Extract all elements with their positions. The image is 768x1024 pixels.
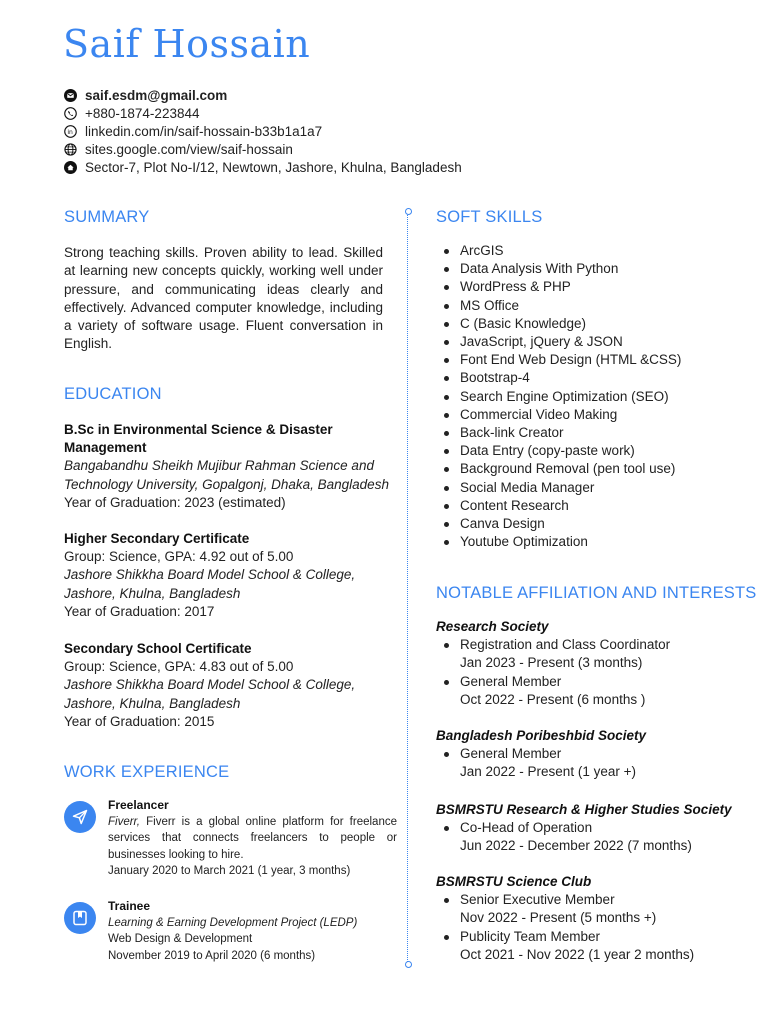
affiliation-role: Registration and Class Coordinator bbox=[436, 636, 756, 654]
linkedin-text: linkedin.com/in/saif-hossain-b33b1a1a7 bbox=[85, 123, 323, 139]
affiliation-org bbox=[436, 618, 756, 709]
skill-item: Data Analysis With Python bbox=[436, 260, 681, 278]
affiliations-heading: NOTABLE AFFILIATION AND INTERESTS bbox=[436, 584, 757, 602]
education-group: Group: Science, GPA: 4.92 out of 5.00 bbox=[64, 549, 294, 565]
contact-website[interactable] bbox=[63, 141, 462, 159]
contact-list bbox=[63, 86, 462, 177]
education-heading: EDUCATION bbox=[64, 385, 162, 403]
phone-text: +880-1874-223844 bbox=[85, 105, 200, 121]
skill-item: Font End Web Design (HTML &CSS) bbox=[436, 351, 681, 369]
affiliation-role: Co-Head of Operation bbox=[436, 819, 756, 837]
work-description bbox=[108, 814, 397, 864]
email-icon bbox=[63, 88, 77, 102]
contact-address bbox=[63, 159, 462, 177]
skill-item: MS Office bbox=[436, 297, 681, 315]
education-group: Group: Science, GPA: 4.83 out of 5.00 bbox=[64, 659, 294, 675]
skill-item: WordPress & PHP bbox=[436, 278, 681, 296]
affiliation-period: Jan 2022 - Present (1 year +) bbox=[460, 764, 636, 780]
affiliation-org-name: BSMRSTU Research & Higher Studies Society bbox=[436, 802, 732, 817]
affiliation-period: Oct 2021 - Nov 2022 (1 year 2 months) bbox=[460, 946, 695, 962]
affiliation-role: Publicity Team Member bbox=[436, 928, 756, 946]
website-text: sites.google.com/view/saif-hossain bbox=[85, 142, 293, 158]
affiliation-org-name: BSMRSTU Science Club bbox=[436, 874, 592, 889]
email-text: saif.esdm@gmail.com bbox=[85, 87, 228, 103]
affiliation-org bbox=[436, 873, 756, 964]
education-item bbox=[64, 640, 404, 731]
education-item bbox=[64, 530, 404, 621]
work-details bbox=[108, 797, 397, 880]
contact-email[interactable] bbox=[63, 86, 462, 104]
affiliation-role: General Member bbox=[436, 745, 756, 763]
work-details bbox=[108, 898, 397, 964]
skill-item: Search Engine Optimization (SEO) bbox=[436, 388, 681, 406]
affiliation-period: Jan 2023 - Present (3 months) bbox=[460, 655, 643, 671]
work-role: Freelancer bbox=[108, 798, 169, 812]
skill-item: Background Removal (pen tool use) bbox=[436, 460, 681, 478]
candidate-name: Saif Hossain bbox=[63, 22, 311, 66]
svg-text:in: in bbox=[66, 128, 73, 136]
skill-item: Youtube Optimization bbox=[436, 533, 681, 551]
work-desc-text: Fiverr is a global online platform for freelance services that connects freelancers to people or businesses looking to hire. bbox=[108, 815, 397, 861]
work-period: November 2019 to April 2020 (6 months) bbox=[108, 949, 316, 962]
education-grad-year: Year of Graduation: 2015 bbox=[64, 713, 215, 729]
education-grad-year: Year of Graduation: 2023 (estimated) bbox=[64, 494, 286, 510]
education-institution: Jashore Shikkha Board Model School & College, Jashore, Khulna, Bangladesh bbox=[64, 677, 356, 711]
skill-item: Canva Design bbox=[436, 515, 681, 533]
contact-linkedin[interactable] bbox=[63, 122, 462, 140]
summary-text: Strong teaching skills. Proven ability to lead. Skilled at learning new concepts quickly, working well under pressure, and communicating ideas clearly and effectively. Advanced computer knowledge, including a variety of software usage. Fluent conversation in English. bbox=[64, 245, 383, 352]
home-icon bbox=[63, 161, 77, 175]
affiliation-org-name: Research Society bbox=[436, 619, 549, 634]
column-divider bbox=[407, 212, 408, 964]
globe-icon bbox=[63, 143, 77, 157]
linkedin-icon bbox=[63, 124, 77, 138]
contact-phone[interactable] bbox=[63, 104, 462, 122]
affiliation-org bbox=[436, 801, 756, 856]
bookmark-icon bbox=[64, 902, 96, 934]
skill-item: Social Media Manager bbox=[436, 479, 681, 497]
education-degree: Secondary School Certificate bbox=[64, 641, 252, 656]
skill-item: Content Research bbox=[436, 497, 681, 515]
work-desc-text: Web Design & Development bbox=[108, 933, 253, 945]
education-institution: Bangabandhu Sheikh Mujibur Rahman Science and Technology University, Gopalgonj, Dhaka, Bangladesh bbox=[64, 458, 389, 492]
education-item bbox=[64, 421, 404, 512]
affiliation-period: Nov 2022 - Present (5 months +) bbox=[460, 910, 657, 926]
send-icon bbox=[64, 801, 96, 833]
skills-list bbox=[436, 242, 681, 551]
affiliation-role: General Member bbox=[436, 673, 756, 691]
skill-item: Bootstrap-4 bbox=[436, 369, 681, 387]
affiliation-org-name: Bangladesh Poribeshbid Society bbox=[436, 728, 647, 743]
education-degree: B.Sc in Environmental Science & Disaster Management bbox=[64, 422, 333, 456]
skill-item: ArcGIS bbox=[436, 242, 681, 260]
phone-icon bbox=[63, 106, 77, 120]
skills-heading: SOFT SKILLS bbox=[436, 208, 543, 226]
affiliation-role: Senior Executive Member bbox=[436, 891, 756, 909]
skill-item: Data Entry (copy-paste work) bbox=[436, 442, 681, 460]
skill-item: Commercial Video Making bbox=[436, 406, 681, 424]
work-role: Trainee bbox=[108, 899, 151, 913]
education-degree: Higher Secondary Certificate bbox=[64, 531, 250, 546]
skill-item: JavaScript, jQuery & JSON bbox=[436, 333, 681, 351]
skill-item: Back-link Creator bbox=[436, 424, 681, 442]
work-org: Fiverr, bbox=[108, 815, 140, 828]
education-grad-year: Year of Graduation: 2017 bbox=[64, 603, 215, 619]
education-institution: Jashore Shikkha Board Model School & College, Jashore, Khulna, Bangladesh bbox=[64, 567, 356, 601]
work-org: Learning & Earning Development Project (LEDP) bbox=[108, 916, 358, 929]
affiliation-org bbox=[436, 727, 756, 782]
work-period: January 2020 to March 2021 (1 year, 3 months) bbox=[108, 865, 351, 877]
address-text: Sector-7, Plot No-I/12, Newtown, Jashore, Khulna, Bangladesh bbox=[85, 160, 462, 176]
skill-item: C (Basic Knowledge) bbox=[436, 315, 681, 333]
affiliation-period: Jun 2022 - December 2022 (7 months) bbox=[460, 838, 692, 854]
affiliation-period: Oct 2022 - Present (6 months ) bbox=[460, 691, 646, 707]
work-heading: WORK EXPERIENCE bbox=[64, 763, 230, 781]
summary-heading: SUMMARY bbox=[64, 208, 150, 226]
